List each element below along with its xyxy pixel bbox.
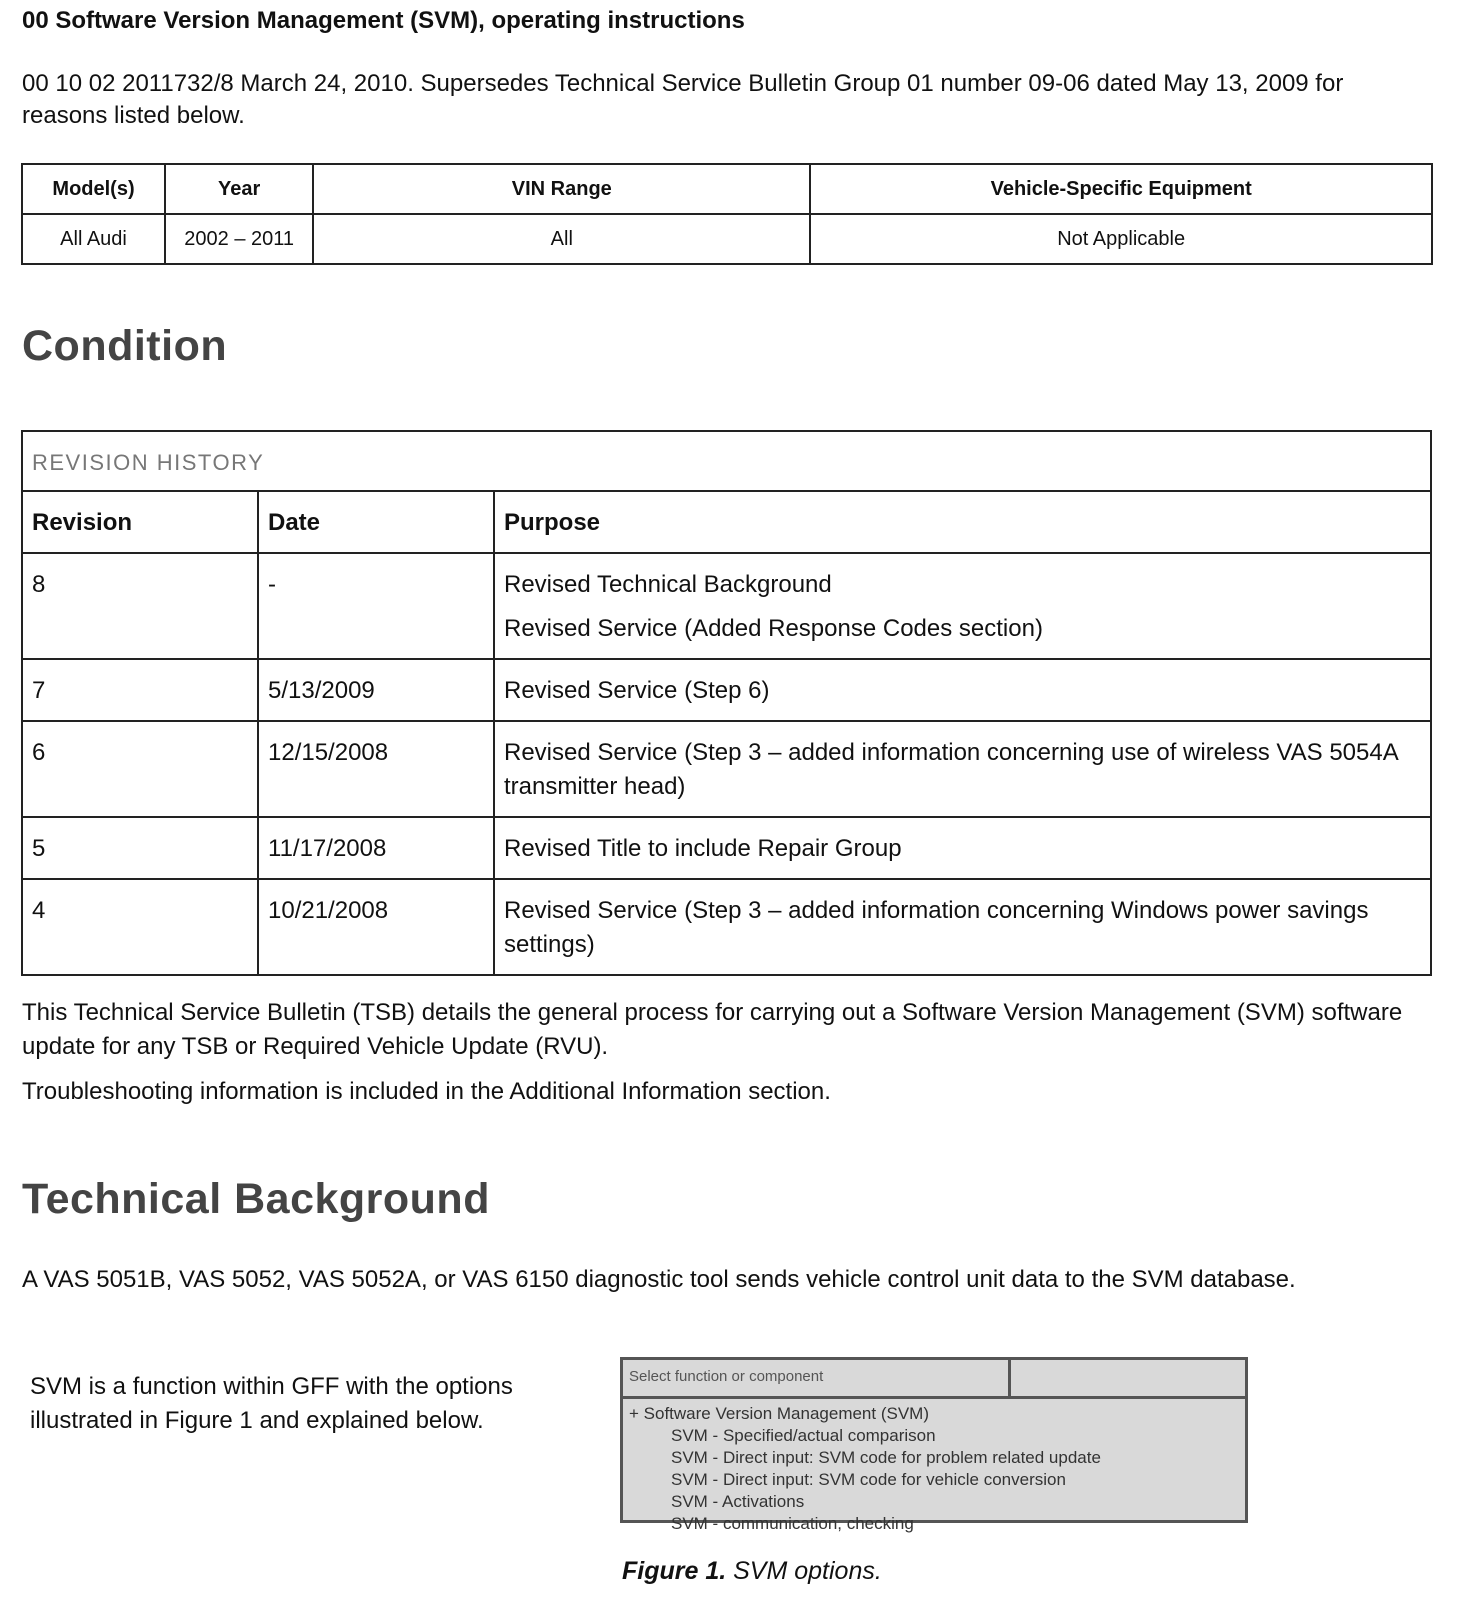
cell-vin-range: All	[313, 214, 810, 264]
list-item: SVM - Direct input: SVM code for vehicle conversion	[671, 1470, 1066, 1489]
applicability-header-row	[22, 164, 1432, 214]
header-models: Model(s)	[22, 164, 165, 214]
date-cell: 12/15/2008	[258, 721, 494, 817]
table-row	[22, 879, 1431, 975]
condition-heading: Condition	[22, 322, 228, 370]
purpose-cell: Revised Title to include Repair Group	[494, 817, 1431, 879]
figure-header-label: Select function or component	[623, 1360, 1011, 1396]
table-row	[22, 659, 1431, 721]
table-row	[22, 721, 1431, 817]
header-revision: Revision	[22, 491, 258, 553]
revision-cell: 6	[22, 721, 258, 817]
cell-year: 2002 – 2011	[165, 214, 313, 264]
figure-caption-text: SVM options.	[726, 1557, 882, 1585]
purpose-cell: Revised Service (Step 3 – added information concerning Windows power savings settings)	[494, 879, 1431, 975]
svm-options-figure	[620, 1357, 1248, 1533]
list-item: SVM - communication, checking	[671, 1514, 914, 1533]
figure-caption	[622, 1557, 882, 1586]
technical-background-heading: Technical Background	[22, 1175, 490, 1223]
date-cell: 10/21/2008	[258, 879, 494, 975]
header-equipment: Vehicle-Specific Equipment	[810, 164, 1432, 214]
purpose-cell: Revised Service (Step 3 – added information concerning use of wireless VAS 5054A transmitter head)	[494, 721, 1431, 817]
cell-models: All Audi	[22, 214, 165, 264]
date-cell: 5/13/2009	[258, 659, 494, 721]
table-row	[22, 553, 1431, 659]
technical-background-paragraph: A VAS 5051B, VAS 5052, VAS 5052A, or VAS 6150 diagnostic tool sends vehicle control unit data to the SVM database.	[22, 1266, 1296, 1293]
figure-root-item: + Software Version Management (SVM)	[629, 1404, 929, 1423]
table-row	[22, 817, 1431, 879]
applicability-row	[22, 214, 1432, 264]
revision-cell: 5	[22, 817, 258, 879]
revision-history-table	[21, 430, 1432, 976]
list-item: SVM - Direct input: SVM code for problem related update	[671, 1448, 1101, 1467]
figure-option-list	[623, 1399, 1245, 1539]
list-item: SVM - Activations	[671, 1492, 805, 1511]
cell-equipment: Not Applicable	[810, 214, 1432, 264]
purpose-cell: Revised Service (Step 6)	[494, 659, 1431, 721]
revision-header-row	[22, 491, 1431, 553]
revision-cell: 4	[22, 879, 258, 975]
revision-history-caption: REVISION HISTORY	[22, 431, 1431, 491]
header-vin-range: VIN Range	[313, 164, 810, 214]
bulletin-intro: 00 10 02 2011732/8 March 24, 2010. Supersedes Technical Service Bulletin Group 01 number 09-06 dated May 13, 2009 for reasons listed below.	[22, 70, 1344, 129]
header-purpose: Purpose	[494, 491, 1431, 553]
applicability-table	[21, 163, 1433, 265]
revision-cell: 8	[22, 553, 258, 659]
condition-paragraph-2: Troubleshooting information is included in the Additional Information section.	[22, 1078, 831, 1105]
revision-cell: 7	[22, 659, 258, 721]
date-cell: 11/17/2008	[258, 817, 494, 879]
header-year: Year	[165, 164, 313, 214]
page-title: 00 Software Version Management (SVM), operating instructions	[22, 7, 745, 34]
date-cell: -	[258, 553, 494, 659]
purpose-line: Revised Service (Added Response Codes section)	[504, 615, 1043, 642]
purpose-line: Revised Technical Background	[504, 571, 832, 598]
figure-caption-label: Figure 1.	[622, 1557, 727, 1585]
list-item: SVM - Specified/actual comparison	[671, 1426, 936, 1445]
figure-intro-text: SVM is a function within GFF with the options illustrated in Figure 1 and explained below.	[30, 1373, 513, 1434]
condition-paragraph-1: This Technical Service Bulletin (TSB) details the general process for carrying out a Software Version Management (SVM) software update for any TSB or Required Vehicle Update (RVU).	[22, 999, 1403, 1060]
header-date: Date	[258, 491, 494, 553]
figure-header	[623, 1360, 1245, 1399]
purpose-cell	[494, 553, 1431, 659]
